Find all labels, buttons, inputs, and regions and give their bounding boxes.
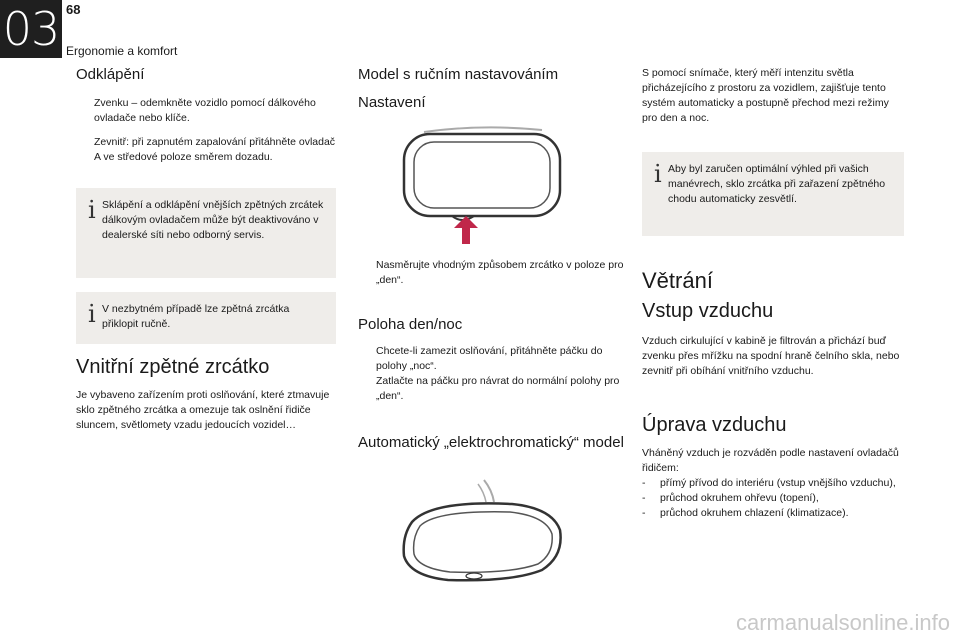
heading-uprava-vzduchu: Úprava vzduchu xyxy=(642,414,787,436)
bullet-item xyxy=(358,374,628,404)
bullet-item xyxy=(76,135,336,165)
bullet-text: Nasměrujte vhodným způsobem zrcátko v poloze pro „den“. xyxy=(376,259,624,286)
bullet-list-1 xyxy=(76,96,336,165)
column-1 xyxy=(76,66,336,83)
info-icon: i xyxy=(88,300,96,328)
heading-odklapeni: Odklápění xyxy=(76,66,145,83)
bullet-text: Chcete-li zamezit oslňování, přitáhněte páčku do polohy „noc“. xyxy=(376,345,603,372)
note-text: Sklápění a odklápění vnějších zpětných zrcátek dálkovým ovladačem může být deaktivováno v dealerské síti nebo odborný servis. xyxy=(102,199,324,241)
dash-mark: - xyxy=(642,492,646,504)
dash-list xyxy=(642,476,904,521)
info-icon: i xyxy=(654,160,662,188)
bullet-list-2 xyxy=(358,258,628,288)
paragraph-air-intake: Vzduch cirkulující v kabině je filtrován a přichází buď zvenku přes mřížku na spodní hraně čelního skla, nebo zevnitř při obíhání vnitřního vzduchu. xyxy=(642,335,900,377)
bullet-list-3 xyxy=(358,344,628,404)
note-text: V nezbytném případě lze zpětná zrcátka přiklopit ručně. xyxy=(102,303,290,330)
dash-text: přímý přívod do interiéru (vstup vnějšího vzduchu), xyxy=(660,477,896,489)
chapter-title: Ergonomie a komfort xyxy=(66,44,178,58)
dash-mark: - xyxy=(642,477,646,489)
heading-den-noc: Poloha den/noc xyxy=(358,316,463,333)
dash-text: průchod okruhem chlazení (klimatizace). xyxy=(660,507,849,519)
heading-nastaveni: Nastavení xyxy=(358,94,426,111)
heading-electrochromatic: Automatický „elektrochromatický“ model xyxy=(358,434,624,451)
manual-mirror-illustration xyxy=(392,120,572,250)
dash-text: průchod okruhem ohřevu (topení), xyxy=(660,492,819,504)
paragraph-air-distribution: Vháněný vzduch je rozváděn podle nastavení ovladačů řidičem: xyxy=(642,447,899,474)
bullet-text: Zvenku – odemkněte vozidlo pomocí dálkového ovladače nebo klíče. xyxy=(94,97,316,124)
electrochromatic-mirror-illustration xyxy=(392,478,572,588)
info-note-2 xyxy=(76,292,336,344)
heading-vstup-vzduchu: Vstup vzduchu xyxy=(642,300,774,322)
bullet-item xyxy=(358,344,628,374)
watermark: carmanualsonline.info xyxy=(735,610,950,635)
dash-item xyxy=(642,476,904,491)
dash-item xyxy=(642,491,904,506)
page-number: 68 xyxy=(66,2,81,17)
dash-mark: - xyxy=(642,507,646,519)
bullet-text: Zatlačte na páčku pro návrat do normální polohy pro „den“. xyxy=(376,375,620,402)
paragraph-sensor: S pomocí snímače, který měří intenzitu světla přicházejícího z prostoru za vozidlem, zajišťuje tento systém automaticky a postupně přechod mezi režimy pro den a noc. xyxy=(642,67,889,124)
info-note-1 xyxy=(76,188,336,278)
note-text: Aby byl zaručen optimální výhled při vašich manévrech, sklo zrcátka při zařazení zpětného chodu automaticky zesvětlí. xyxy=(668,163,886,205)
chapter-number-box: 03 xyxy=(0,0,62,58)
heading-vnitrni-zrcatko: Vnitřní zpětné zrcátko xyxy=(76,356,270,378)
bullet-item xyxy=(76,96,336,126)
heading-manual-model: Model s ručním nastavováním xyxy=(358,66,559,83)
dash-item xyxy=(642,506,904,521)
paragraph-anti-glare: Je vybaveno zařízením proti oslňování, které ztmavuje sklo zpětného zrcátka a omezuje tak oslnění řidiče sluncem, světlomety vzadu jedoucích vozidel… xyxy=(76,389,330,431)
info-note-3 xyxy=(642,152,904,236)
heading-vetrani: Větrání xyxy=(642,268,713,293)
bullet-text: Zevnitř: při zapnutém zapalování přitáhněte ovladač A ve středové poloze směrem dozadu. xyxy=(94,136,336,163)
info-icon: i xyxy=(88,196,96,224)
bullet-item xyxy=(358,258,628,288)
